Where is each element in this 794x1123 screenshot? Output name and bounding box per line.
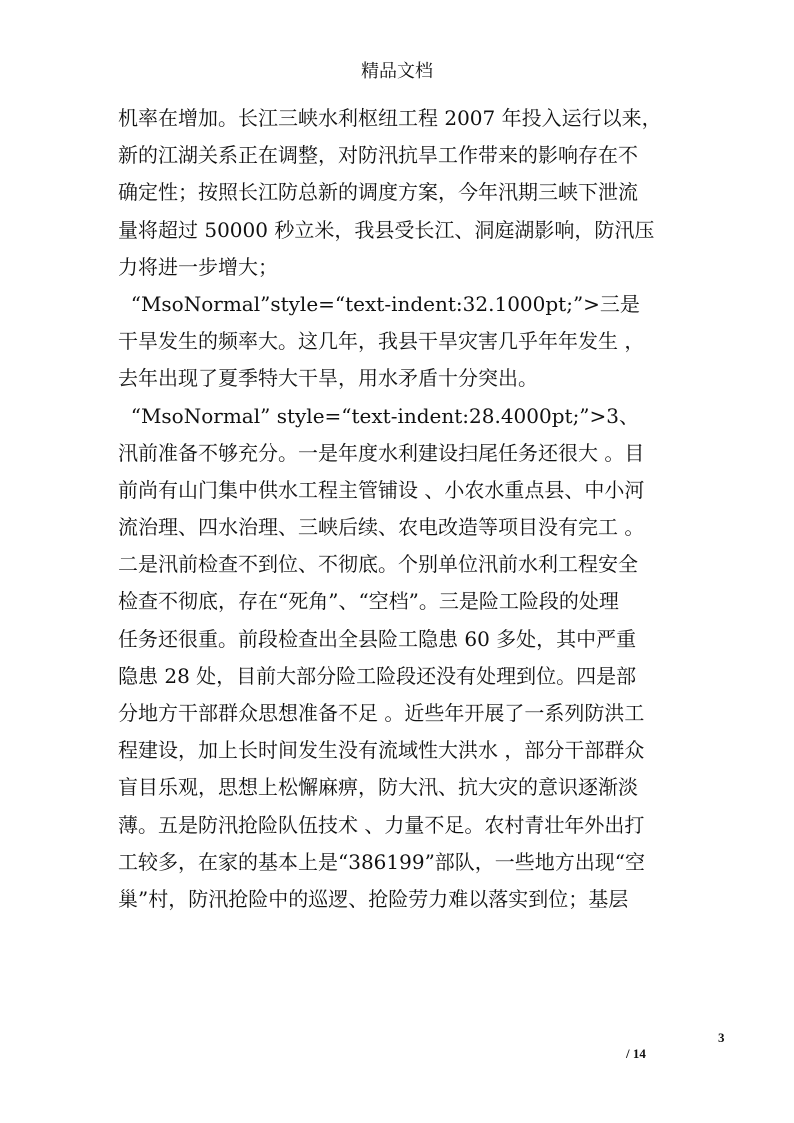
- body-line: 二是汛前检查不到位、不彻底。个别单位汛前水利工程安全: [118, 552, 638, 577]
- body-line: 力将进一步增大；: [118, 254, 278, 279]
- body-line: “MsoNormal” style=“text-indent:28.4000pt;”>3、: [118, 403, 640, 428]
- body-line: 量将超过 50000 秒立米，我县受长江、洞庭湖影响，防汛压: [118, 217, 655, 242]
- body-line: 前尚有山门集中供水工程主管铺设 、小农水重点县、中小河: [118, 477, 645, 502]
- body-line: 隐患 28 处，目前大部分险工险段还没有处理到位。四是部: [118, 663, 637, 688]
- body-line: 程建设，加上长时间发生没有流域性大洪水 ，部分干部群众: [118, 738, 645, 763]
- body-line: 薄。五是防汛抢险队伍技术 、力量不足。农村青壮年外出打: [118, 812, 645, 837]
- body-line: 巢”村，防汛抢险中的巡逻、抢险劳力难以落实到位；基层: [118, 886, 629, 911]
- body-line: 检查不彻底，存在“死角”、“空档”。三是险工险段的处理: [118, 589, 619, 614]
- page-header-title: 精品文档: [361, 61, 433, 82]
- body-line: 去年出现了夏季特大干旱，用水矛盾十分突出。: [118, 366, 538, 391]
- page-number: 3: [718, 1030, 725, 1045]
- body-line: 流治理、四水治理、三峡后续、农电改造等项目没有完工 。: [118, 515, 645, 540]
- body-line: 盲目乐观，思想上松懈麻痹，防大汛、抗大灾的意识逐渐淡: [118, 775, 638, 800]
- body-line: 新的江湖关系正在调整，对防汛抗旱工作带来的影响存在不: [118, 143, 638, 168]
- body-line: “MsoNormal”style=“text-indent:32.1000pt;”>三是: [118, 291, 640, 316]
- body-line: 确定性；按照长江防总新的调度方案，今年汛期三峡下泄流: [118, 180, 638, 205]
- body-line: 汛前准备不够充分。一是年度水利建设扫尾任务还很大 。目: [118, 440, 645, 465]
- body-line: 分地方干部群众思想准备不足 。近些年开展了一系列防洪工: [118, 701, 645, 725]
- document-body: [118, 100, 678, 918]
- body-line: 工较多，在家的基本上是“386199”部队，一些地方出现“空: [118, 849, 646, 874]
- body-line: 任务还很重。前段检查出全县险工隐患 60 多处，其中严重: [118, 626, 637, 651]
- body-line: 干旱发生的频率大。这几年，我县干旱灾害几乎年年发生 ，: [118, 329, 645, 354]
- body-line: 机率在增加。长江三峡水利枢纽工程 2007 年投入运行以来，: [118, 106, 662, 130]
- page-total: / 14: [626, 1046, 646, 1061]
